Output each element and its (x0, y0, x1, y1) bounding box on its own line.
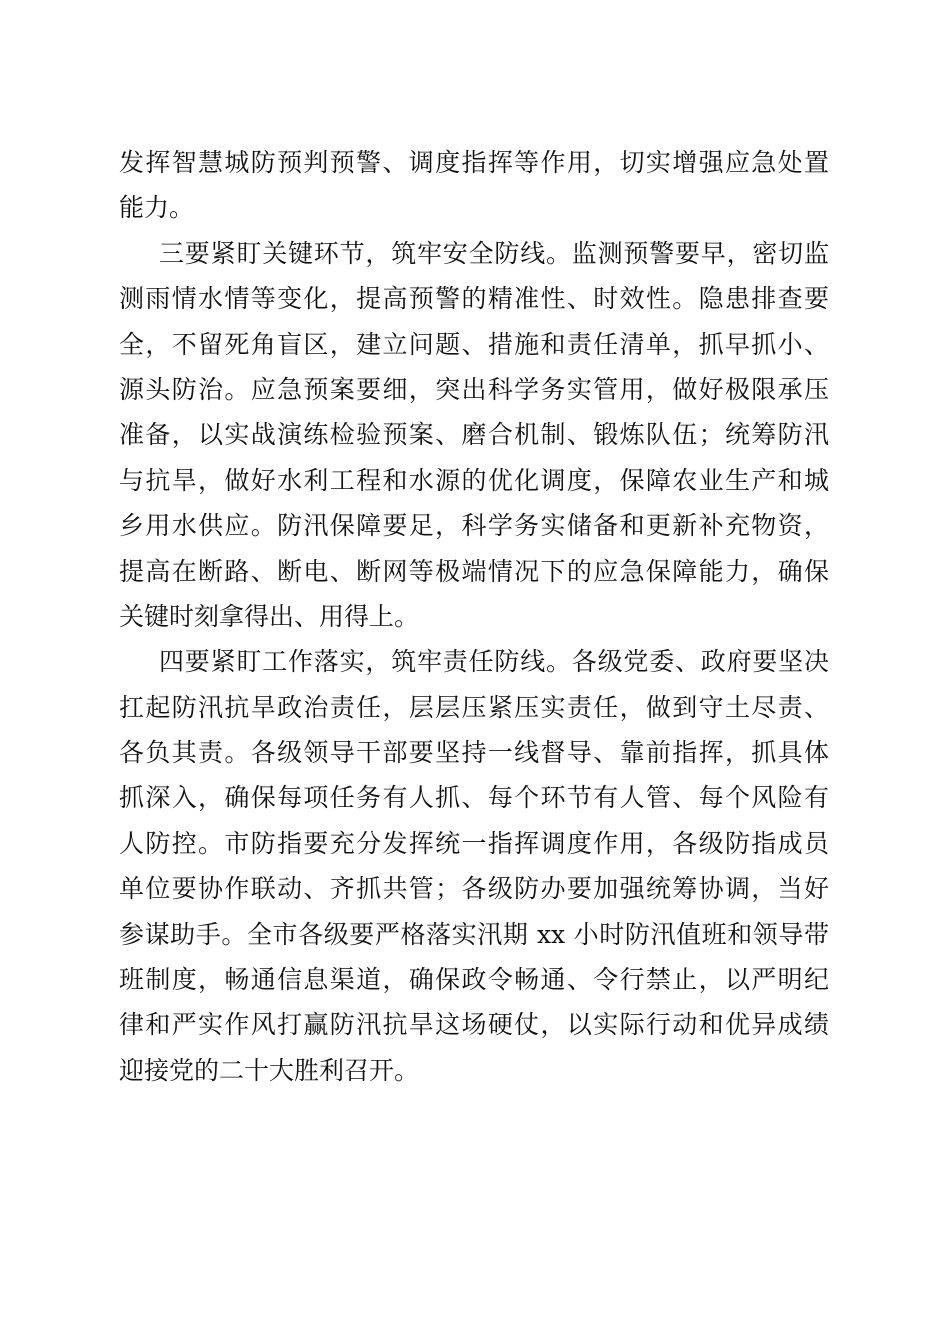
text-line: 迎接党的二十大胜利召开。 (119, 1055, 420, 1085)
text-line: 全，不留死角盲区，建立问题、措施和责任清单，抓早抓小、 (119, 329, 829, 359)
text-line: 三要紧盯关键环节，筑牢安全防线。监测预警要早，密切监 (159, 238, 829, 268)
text-line: 各负其责。各级领导干部要坚持一线督导、靠前指挥，抓具体 (119, 738, 829, 768)
text-line: 测雨情水情等变化，提高预警的精准性、时效性。隐患排查要 (119, 284, 829, 314)
text-line: 扛起防汛抗旱政治责任，层层压紧压实责任，做到守土尽责、 (119, 692, 829, 722)
paragraph-1 (119, 140, 829, 231)
text-line: 能力。 (119, 193, 195, 223)
text-line: 准备，以实战演练检验预案、磨合机制、锻炼队伍；统筹防汛 (119, 420, 829, 450)
text-line: 乡用水供应。防汛保障要足，科学务实储备和更新补充物资， (119, 511, 829, 541)
paragraph-3 (119, 639, 829, 1093)
text-line: 参谋助手。全市各级要严格落实汛期 xx 小时防汛值班和领导带 (119, 919, 829, 949)
text-line: 班制度，畅通信息渠道，确保政令畅通、令行禁止，以严明纪 (119, 965, 829, 995)
text-line: 抓深入，确保每项任务有人抓、每个环节有人管、每个风险有 (119, 783, 829, 813)
paragraph-2 (119, 231, 829, 640)
text-line: 源头防治。应急预案要细，突出科学务实管用，做好极限承压 (119, 374, 829, 404)
text-line: 关键时刻拿得出、用得上。 (119, 601, 420, 631)
text-line: 律和严实作风打赢防汛抗旱这场硬仗，以实际行动和优异成绩 (119, 1010, 829, 1040)
text-line: 发挥智慧城防预判预警、调度指挥等作用，切实增强应急处置 (119, 148, 829, 177)
text-line: 提高在断路、断电、断网等极端情况下的应急保障能力，确保 (119, 556, 829, 586)
text-line: 四要紧盯工作落实，筑牢责任防线。各级党委、政府要坚决 (159, 647, 829, 677)
text-line: 与抗旱，做好水利工程和水源的优化调度，保障农业生产和城 (119, 465, 829, 495)
text-line: 人防控。市防指要充分发挥统一指挥调度作用，各级防指成员 (119, 828, 829, 858)
document-body (119, 140, 829, 1093)
text-line: 单位要协作联动、齐抓共管；各级防办要加强统筹协调，当好 (119, 874, 829, 904)
